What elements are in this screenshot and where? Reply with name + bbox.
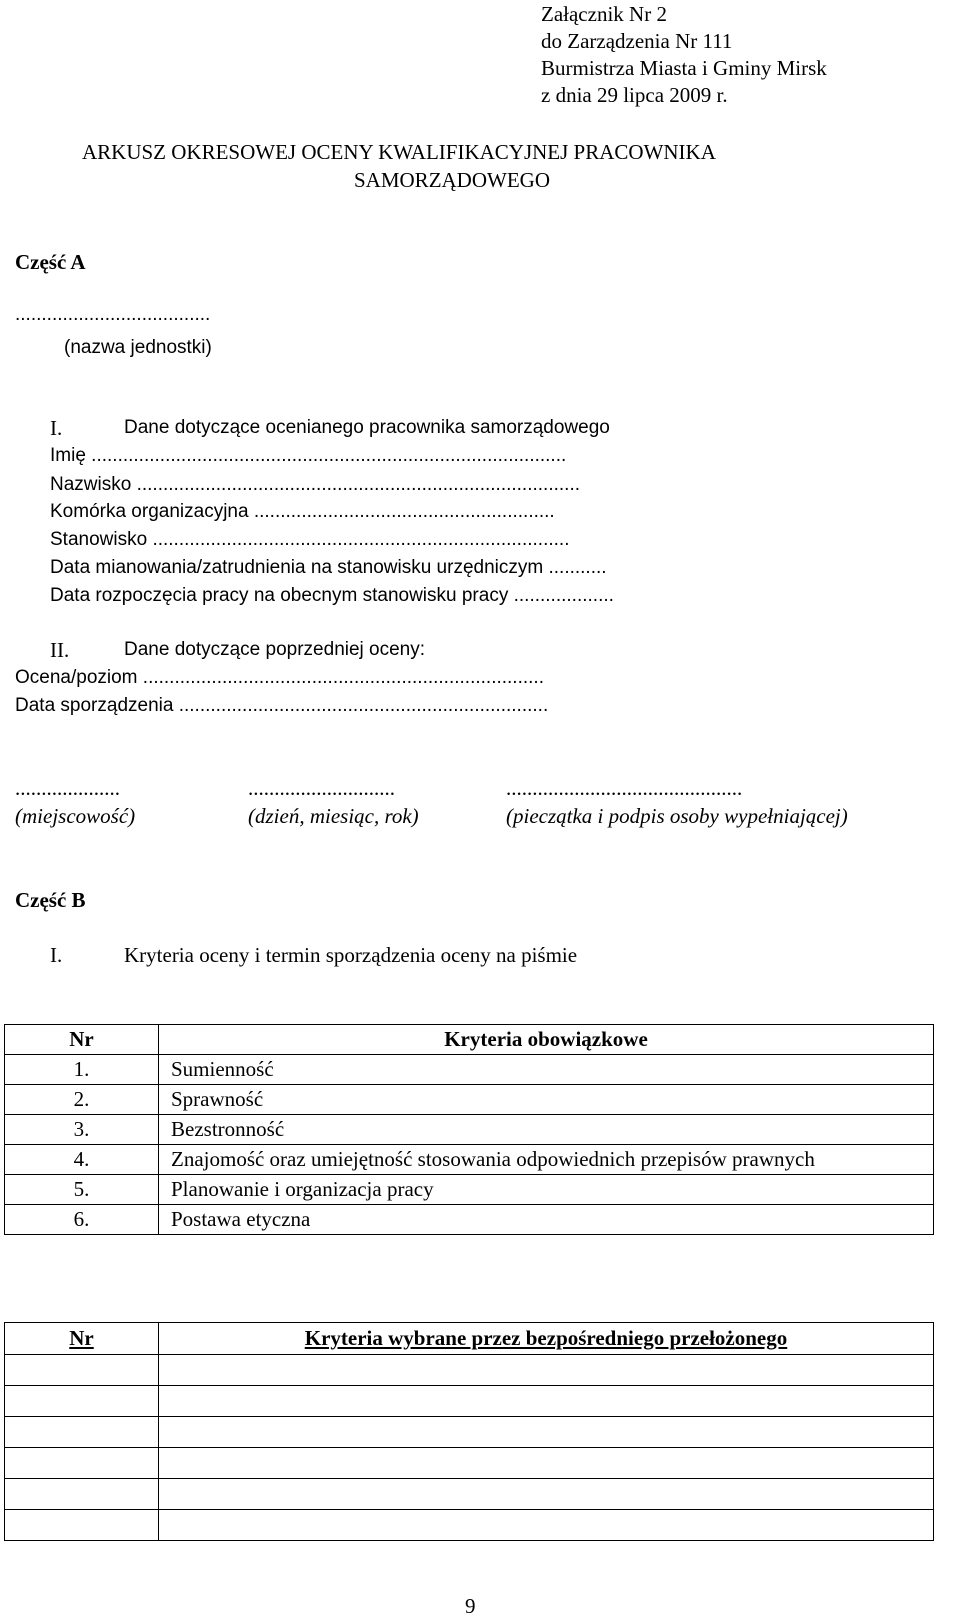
signature-caption-date: (dzień, miesiąc, rok) <box>248 804 419 828</box>
empty-cell[interactable] <box>159 1510 934 1541</box>
empty-cell[interactable] <box>159 1448 934 1479</box>
table-row <box>5 1085 934 1115</box>
annex-line-3: Burmistrza Miasta i Gminy Mirsk <box>541 56 827 80</box>
row-number: 3. <box>5 1115 159 1145</box>
table-row <box>5 1479 934 1510</box>
empty-cell[interactable] <box>159 1386 934 1417</box>
table-header-row <box>5 1025 934 1055</box>
column-header-nr: Nr <box>5 1323 159 1355</box>
criterion-text: Bezstronność <box>159 1115 934 1145</box>
signature-dots-stamp: ............................................. <box>506 776 743 800</box>
row-number: 5. <box>5 1175 159 1205</box>
field-previous-rating: Ocena/poziom ............................................................................ <box>15 667 544 688</box>
signature-caption-place: (miejscowość) <box>15 804 136 828</box>
empty-cell[interactable] <box>5 1417 159 1448</box>
field-position: Stanowisko ............................................................................... <box>50 529 570 550</box>
table-header-row <box>5 1323 934 1355</box>
table-row <box>5 1055 934 1085</box>
section-2-title: Dane dotyczące poprzedniej oceny: <box>124 639 426 660</box>
field-first-name: Imię .......................................................................................... <box>50 445 567 466</box>
table-row <box>5 1175 934 1205</box>
empty-cell[interactable] <box>5 1355 159 1386</box>
part-b-heading: Część B <box>15 888 86 912</box>
annex-line-1: Załącznik Nr 2 <box>541 2 667 26</box>
document-title-line-2: SAMORZĄDOWEGO <box>354 168 550 192</box>
field-org-unit: Komórka organizacyjna ......................................................... <box>50 501 555 522</box>
page-number: 9 <box>465 1594 476 1618</box>
supervisor-criteria-table <box>4 1322 934 1541</box>
column-header-mandatory-criteria: Kryteria obowiązkowe <box>159 1025 934 1055</box>
signature-caption-stamp: (pieczątka i podpis osoby wypełniającej) <box>506 804 848 828</box>
criterion-text: Znajomość oraz umiejętność stosowania odpowiednich przepisów prawnych <box>159 1145 934 1175</box>
column-header-nr: Nr <box>5 1025 159 1055</box>
row-number: 1. <box>5 1055 159 1085</box>
field-appointment-date: Data mianowania/zatrudnienia na stanowisku urzędniczym ........... <box>50 557 607 578</box>
document-title-line-1: ARKUSZ OKRESOWEJ OCENY KWALIFIKACYJNEJ PRACOWNIKA <box>82 140 716 164</box>
empty-cell[interactable] <box>5 1479 159 1510</box>
field-start-date: Data rozpoczęcia pracy na obecnym stanowisku pracy ................... <box>50 585 614 606</box>
part-a-heading: Część A <box>15 250 86 274</box>
table-row <box>5 1145 934 1175</box>
annex-line-4: z dnia 29 lipca 2009 r. <box>541 83 728 107</box>
section-1-number: I. <box>50 416 63 440</box>
section-2-number: II. <box>50 638 70 662</box>
empty-cell[interactable] <box>159 1479 934 1510</box>
column-header-supervisor-criteria: Kryteria wybrane przez bezpośredniego przełożonego <box>159 1323 934 1355</box>
criterion-text: Planowanie i organizacja pracy <box>159 1175 934 1205</box>
table-row <box>5 1386 934 1417</box>
annex-line-2: do Zarządzenia Nr 111 <box>541 29 733 53</box>
table-row <box>5 1510 934 1541</box>
part-b-section-1-title: Kryteria oceny i termin sporządzenia oceny na piśmie <box>124 943 578 967</box>
row-number: 4. <box>5 1145 159 1175</box>
empty-cell[interactable] <box>5 1448 159 1479</box>
empty-cell[interactable] <box>159 1417 934 1448</box>
signature-dots-place: .................... <box>15 776 120 800</box>
criterion-text: Postawa etyczna <box>159 1205 934 1235</box>
table-row <box>5 1205 934 1235</box>
table-row <box>5 1448 934 1479</box>
unit-name-caption: (nazwa jednostki) <box>64 337 212 358</box>
table-row <box>5 1417 934 1448</box>
mandatory-criteria-table <box>4 1024 934 1235</box>
field-last-name: Nazwisko .................................................................................... <box>50 474 580 495</box>
empty-cell[interactable] <box>5 1510 159 1541</box>
field-previous-date: Data sporządzenia ...................................................................... <box>15 695 549 716</box>
unit-name-dots: ..................................... <box>15 304 211 325</box>
section-1-title: Dane dotyczące ocenianego pracownika samorządowego <box>124 417 610 438</box>
criterion-text: Sprawność <box>159 1085 934 1115</box>
table-row <box>5 1355 934 1386</box>
row-number: 2. <box>5 1085 159 1115</box>
empty-cell[interactable] <box>5 1386 159 1417</box>
empty-cell[interactable] <box>159 1355 934 1386</box>
part-b-section-1-number: I. <box>50 943 63 967</box>
row-number: 6. <box>5 1205 159 1235</box>
criterion-text: Sumienność <box>159 1055 934 1085</box>
signature-dots-date: ............................ <box>248 776 395 800</box>
table-row <box>5 1115 934 1145</box>
